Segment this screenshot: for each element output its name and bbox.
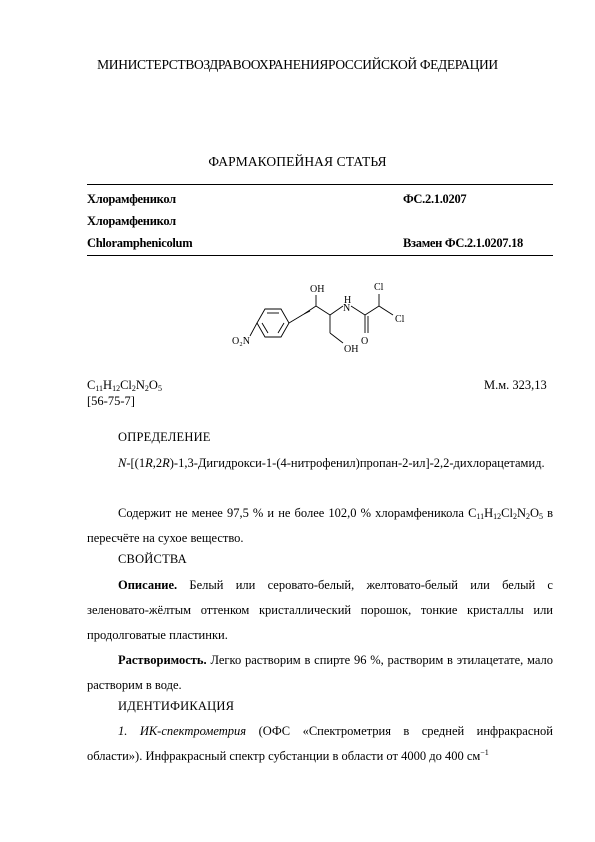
top-divider [87,184,553,185]
section-identification-title: ИДЕНТИФИКАЦИЯ [118,699,235,713]
article-type-title: ФАРМАКОПЕЙНАЯ СТАТЬЯ [208,154,387,169]
molecular-mass: М.м. 323,13 [484,378,547,392]
replaces-code: Взамен ФС.2.1.0207.18 [403,236,523,250]
definition-paragraph: N-[(1R,2R)-1,3-Дигидрокси-1-(4-нитрофенил)пропан-2-ил]-2,2-дихлорацетамид. [118,456,545,470]
oh-top-label: OH [310,284,325,295]
section-properties-title: СВОЙСТВА [118,552,187,566]
cas-number: [56-75-7] [87,394,135,408]
o-carbonyl-label: O [361,336,369,347]
structural-formula [230,278,430,366]
monograph-code: ФС.2.1.0207 [403,192,467,206]
oh-bottom-label: OH [344,344,359,355]
solubility-paragraph: Растворимость. Легко растворим в спирте 96 %, растворим в этилацетате, мало растворим в воде. [87,653,553,692]
name-latin: Chloramphenicolum [87,236,193,250]
nh-h-label: H [344,295,352,306]
cl-label-1: Cl [374,282,384,293]
molecular-formula: $C_{11}H_{12}Cl_2N_2O_5$ [87,378,162,393]
cl-label-2: Cl [395,314,405,325]
o2n-label: O₂N [232,336,250,347]
bottom-divider [87,255,553,256]
name-russian-1: Хлорамфеникол [87,192,176,206]
nh-n-label: N [343,303,351,314]
ir-paragraph: 1. ИК-спектрометрия (ОФС «Спектрометрия в средней инфракрасной области»). Инфракрасный спектр субстанции в области от 4000 до 400 $см^{-1}$ [87,724,553,763]
description-paragraph: Описание. Белый или серовато-белый, желтовато-белый или белый с зеленовато-жёлтым оттенком кристаллический порошок, тонкие кристаллы или продолговатые пластинки. [87,578,553,642]
ministry-heading: МИНИСТЕРСТВОЗДРАВООХРАНЕНИЯРОССИЙСКОЙ ФЕДЕРАЦИИ [97,57,498,72]
content-paragraph: Содержит не менее 97,5 % и не более 102,0 % хлорамфеникола $C_{11}H_{12}Cl_2N_2O_5$ в пересчёте на сухое вещество. [87,506,554,545]
name-russian-2: Хлорамфеникол [87,214,176,228]
section-definition-title: ОПРЕДЕЛЕНИЕ [118,430,211,444]
content-formula: $C_{11}H_{12}Cl_2N_2O_5$ [468,506,544,521]
